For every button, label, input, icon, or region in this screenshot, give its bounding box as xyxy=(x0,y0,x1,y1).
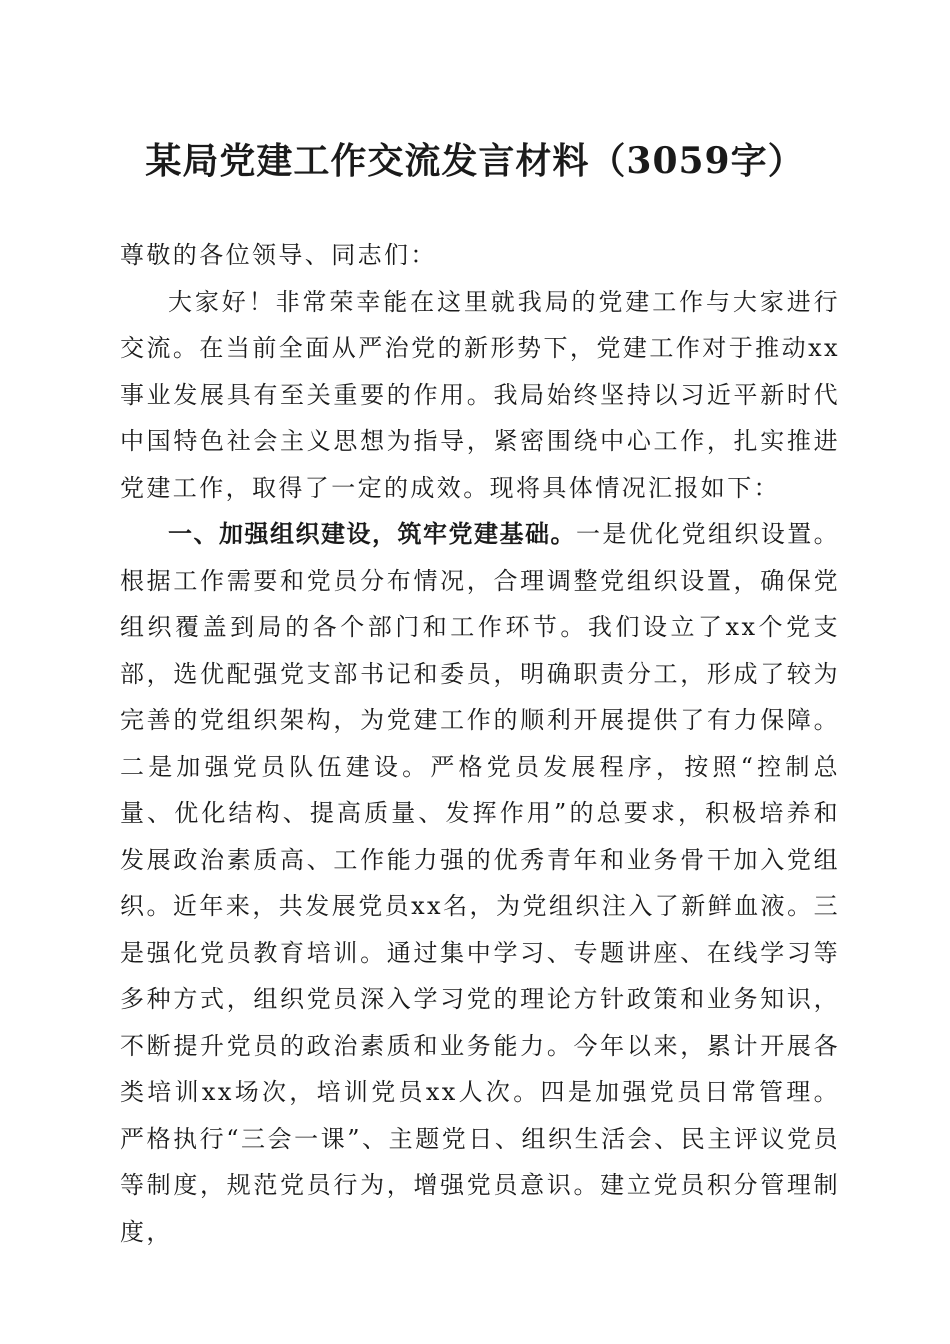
section-1-heading: 一、加强组织建设，筑牢党建基础。 xyxy=(168,520,576,548)
document-body xyxy=(120,232,840,1255)
intro-paragraph: 大家好！非常荣幸能在这里就我局的党建工作与大家进行交流。在当前全面从严治党的新形势下，党建工作对于推动xx事业发展具有至关重要的作用。我局始终坚持以习近平新时代中国特色社会主义思想为指导，紧密围绕中心工作，扎实推进党建工作，取得了一定的成效。现将具体情况汇报如下： xyxy=(120,287,840,502)
document-title: 某局党建工作交流发言材料（3059字） xyxy=(145,140,805,182)
section-1-paragraph xyxy=(120,511,840,1255)
section-1-body: 一是优化党组织设置。根据工作需要和党员分布情况，合理调整党组织设置，确保党组织覆盖到局的各个部门和工作环节。我们设立了xx个党支部，选优配强党支部书记和委员，明确职责分工，形成了较为完善的党组织架构，为党建工作的顺利开展提供了有力保障。二是加强党员队伍建设。严格党员发展程序，按照“控制总量、优化结构、提高质量、发挥作用”的总要求，积极培养和发展政治素质高、工作能力强的优秀青年和业务骨干加入党组织。近年来，共发展党员xx名，为党组织注入了新鲜血液。三是强化党员教育培训。通过集中学习、专题讲座、在线学习等多种方式，组织党员深入学习党的理论方针政策和业务知识，不断提升党员的政治素质和业务能力。今年以来，累计开展各类培训xx场次，培训党员xx人次。四是加强党员日常管理。严格执行“三会一课”、主题党日、组织生活会、民主评议党员等制度，规范党员行为，增强党员意识。建立党员积分管理制度， xyxy=(120,520,840,1246)
salutation: 尊敬的各位领导、同志们： xyxy=(120,241,437,269)
